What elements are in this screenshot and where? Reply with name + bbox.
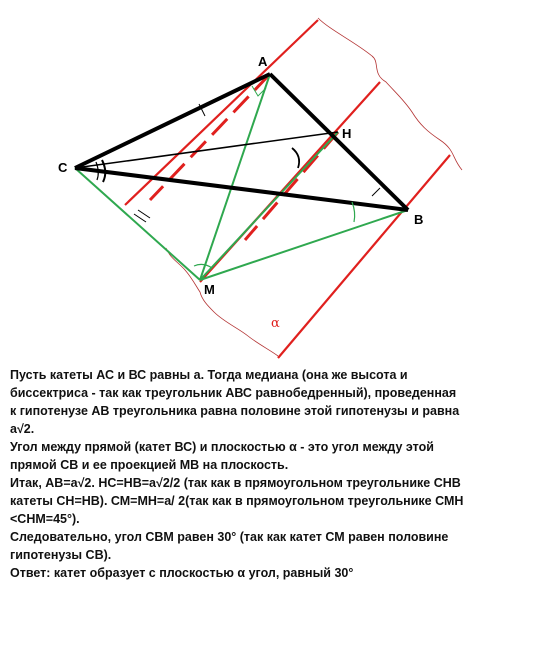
text-line: Итак, АВ=а√2. НС=НВ=а√2/2 (так как в прямоугольном треугольнике СНВ [10,476,461,490]
text-line: Пусть катеты АС и ВС равны а. Тогда медиана (она же высота и [10,368,408,382]
text-line: катеты СН=НВ). СМ=МН=а/ 2(так как в прямоугольном треугольнике СМН [10,494,464,508]
text-line: Следовательно, угол СВМ равен 30° (так как катет СМ равен половине [10,530,449,544]
text-line: биссектриса - так как треугольник АВС равнобедренный), проведенная [10,386,457,400]
side-ab [270,74,408,210]
text-line: к гипотенузе АВ треугольника равна половине этой гипотенузы и равна [10,404,460,418]
tick-mark [372,188,380,196]
text-line: Ответ: катет образует с плоскостью α угол, равный 30° [10,566,354,580]
text-line: Угол между прямой (катет ВС) и плоскостью α - это угол между этой [10,440,434,454]
label-m: M [204,282,215,297]
text-line: гипотенузы СВ). [10,548,112,562]
line-cm [75,168,200,280]
label-h: H [342,126,352,141]
label-c: C [58,160,68,175]
text-line: прямой СВ и ее проекцией МВ на плоскость. [10,458,289,472]
angle-arc-m [194,264,212,268]
solution-text [10,366,530,582]
plane-edge-right [278,155,450,358]
label-b: B [414,212,424,227]
text-line: а√2. [10,422,35,436]
angle-arc-h [292,148,299,168]
tick-mark [134,214,146,222]
plane-label-alpha: α [271,316,280,331]
line-mb [200,210,408,280]
label-a: A [258,54,268,69]
text-line: <CHM=45°). [10,512,80,526]
tick-mark [138,210,150,218]
